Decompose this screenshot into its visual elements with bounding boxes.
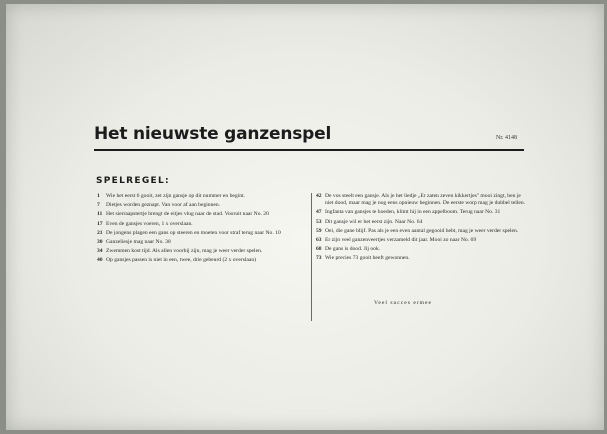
rule-item (97, 221, 307, 228)
rule-text: Dietjes worden geznapt. Van voor af aan beginnen. (106, 202, 221, 209)
rule-number: 30 (97, 239, 103, 246)
title-underline (94, 149, 524, 151)
rule-text: De gans is dood. Jij ook. (325, 246, 381, 253)
rule-number: 11 (97, 211, 103, 218)
rule-number: 73 (316, 255, 322, 262)
rule-text: Er zijn veel ganzenveertjes verzameld dit jaar. Mooi zo naar No. 69 (325, 237, 477, 244)
rule-text: Oei, die gane blijf. Pas als je een even aantal gegooid hebt, mag je weer verder spelen. (325, 227, 519, 234)
catalog-number: Nr. 4148 (496, 135, 517, 141)
rule-text: De jongens plagen een gans op steeren en moeten voor straf terug naar No. 10 (106, 229, 281, 236)
rule-item (97, 193, 307, 200)
rule-item (316, 255, 526, 262)
rule-number: 7 (97, 202, 100, 209)
rule-item (97, 211, 307, 218)
rule-text: Ingfanta van gansjes te hoeden, klimt hij in een appelboom. Terug naar No. 31 (325, 209, 501, 216)
rule-number: 47 (316, 209, 322, 216)
rule-item (97, 257, 307, 264)
rule-item (316, 228, 526, 235)
rule-number: 42 (316, 193, 322, 199)
rule-text: Ganzeliesje mag naar No. 38 (106, 239, 171, 246)
rule-text: Dit gansje wil er het eerst zijn. Naar No. 64 (325, 218, 423, 225)
rules-column-left (97, 193, 307, 267)
rule-item (316, 193, 526, 207)
rule-number: 53 (316, 218, 322, 225)
column-divider (311, 193, 312, 321)
rule-item (316, 219, 526, 226)
game-sheet (6, 4, 604, 430)
rule-number: 1 (97, 193, 100, 199)
rule-item (97, 239, 307, 246)
rule-text: Even de gansjes voeren, 1 x overslaan. (106, 220, 193, 227)
rule-number: 21 (97, 229, 103, 236)
rule-text: Zwemmen kost tijd. Als allen voorbij zijn, mag je weer verder spelen. (106, 248, 263, 255)
rule-text: Wie het eerst 6 gooit, zet zijn gansje op dit nummer en begint. (106, 193, 245, 199)
rule-item (97, 248, 307, 255)
rule-item (316, 246, 526, 253)
rules-heading: SPELREGEL: (96, 176, 170, 186)
rule-item (316, 237, 526, 244)
rule-item (97, 230, 307, 237)
rule-number: 59 (316, 227, 322, 234)
rule-number: 68 (316, 246, 322, 253)
rule-number: 40 (97, 257, 103, 264)
rule-number: 34 (97, 248, 103, 255)
rule-number: 17 (97, 220, 103, 227)
rule-text: De vos steelt een gansje. Als je het liedje „Er zaten zeven kikkertjes" mooi zingt, ben je niet dood, maar mag je nog eens opnieuw beginnen. De eerste worp mag je dubbel tellen. (325, 193, 526, 207)
page-title: Het nieuwste ganzenspel (94, 124, 332, 144)
rule-number: 63 (316, 237, 322, 244)
rule-text: Wie precies 73 gooit heeft gewonnen. (325, 255, 410, 262)
rule-item (316, 209, 526, 216)
rule-item (97, 202, 307, 209)
closing-text: Veel succes ermee (374, 300, 432, 306)
rules-column-right (316, 193, 526, 265)
rule-text: Het sierraapstertje brengt de eitjes vlug naar de stad. Vooruit naar No. 20 (106, 211, 269, 218)
rule-text: Op gansjes passen is niet in een, twee, drie gebeurd (2 x overslaan) (106, 257, 257, 264)
